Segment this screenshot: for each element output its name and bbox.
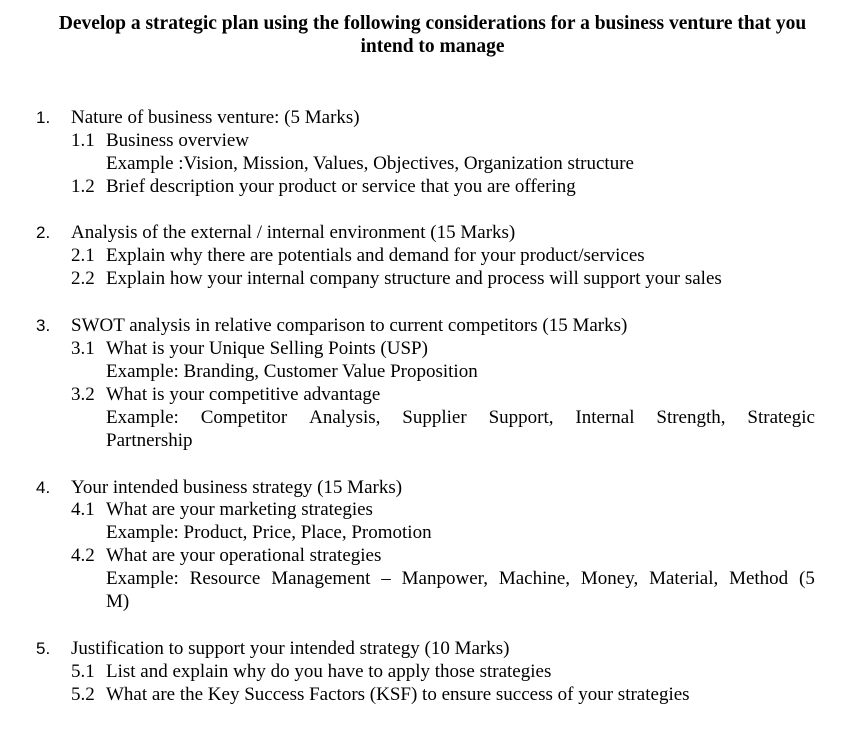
example-word: –: [381, 568, 391, 589]
section-heading: Nature of business venture: (5 Marks): [71, 107, 360, 128]
item-text: What are your operational strategies: [106, 545, 382, 566]
item-example-continued: M): [106, 591, 130, 612]
item-example: Example :Vision, Mission, Values, Objectives, Organization structure: [106, 153, 634, 174]
item-number: 1.1: [71, 130, 95, 151]
example-word: Example:: [106, 568, 179, 589]
item-text: What are the Key Success Factors (KSF) to ensure success of your strategies: [106, 684, 690, 705]
example-word: Strength,: [656, 407, 726, 428]
example-word: Competitor: [200, 407, 288, 428]
item-example: Example: Branding, Customer Value Proposition: [106, 361, 478, 382]
item-number: 2.2: [71, 268, 95, 289]
example-word: Management: [271, 568, 371, 589]
example-word: Analysis,: [309, 407, 381, 428]
example-word: Material,: [649, 568, 719, 589]
example-word: Resource: [189, 568, 261, 589]
title-line-1: Develop a strategic plan using the following considerations for a business venture that you: [58, 13, 807, 34]
item-text: What are your marketing strategies: [106, 499, 373, 520]
section-heading: Analysis of the external / internal environment (15 Marks): [71, 222, 516, 243]
item-number: 2.1: [71, 245, 95, 266]
example-word: Support,: [488, 407, 554, 428]
item-text: Explain how your internal company structure and process will support your sales: [106, 268, 722, 289]
item-text: Explain why there are potentials and demand for your product/services: [106, 245, 645, 266]
item-example-continued: Partnership: [106, 430, 193, 451]
item-number: 5.2: [71, 684, 95, 705]
section-number: 5.: [36, 639, 51, 658]
section-number: 4.: [36, 478, 51, 497]
section-heading: Your intended business strategy (15 Marks): [71, 477, 403, 498]
example-word: Example:: [106, 407, 179, 428]
section-heading: SWOT analysis in relative comparison to current competitors (15 Marks): [71, 315, 628, 336]
item-number: 4.1: [71, 499, 95, 520]
item-number: 3.1: [71, 338, 95, 359]
item-number: 4.2: [71, 545, 95, 566]
item-number: 5.1: [71, 661, 95, 682]
item-text: What is your competitive advantage: [106, 384, 381, 405]
item-example-justified: [106, 567, 815, 590]
section-heading: Justification to support your intended strategy (10 Marks): [71, 638, 510, 659]
item-number: 1.2: [71, 176, 95, 197]
example-word: Money,: [580, 568, 639, 589]
item-example: Example: Product, Price, Place, Promotion: [106, 522, 432, 543]
item-number: 3.2: [71, 384, 95, 405]
section-number: 2.: [36, 223, 51, 242]
title-line-2: intend to manage: [360, 36, 505, 57]
example-word: Supplier: [402, 407, 467, 428]
section-number: 3.: [36, 316, 51, 335]
section-number: 1.: [36, 108, 51, 127]
example-word: Strategic: [747, 407, 815, 428]
document-title: [30, 12, 835, 58]
item-example-justified: [106, 406, 815, 429]
example-word: Method: [729, 568, 789, 589]
item-text: List and explain why do you have to apply those strategies: [106, 661, 552, 682]
example-word: Manpower,: [401, 568, 488, 589]
example-word: Machine,: [498, 568, 571, 589]
example-word: (5: [799, 568, 815, 589]
item-text: Brief description your product or service that you are offering: [106, 176, 576, 197]
item-text: Business overview: [106, 130, 250, 151]
item-text: What is your Unique Selling Points (USP): [106, 338, 428, 359]
example-word: Internal: [575, 407, 635, 428]
